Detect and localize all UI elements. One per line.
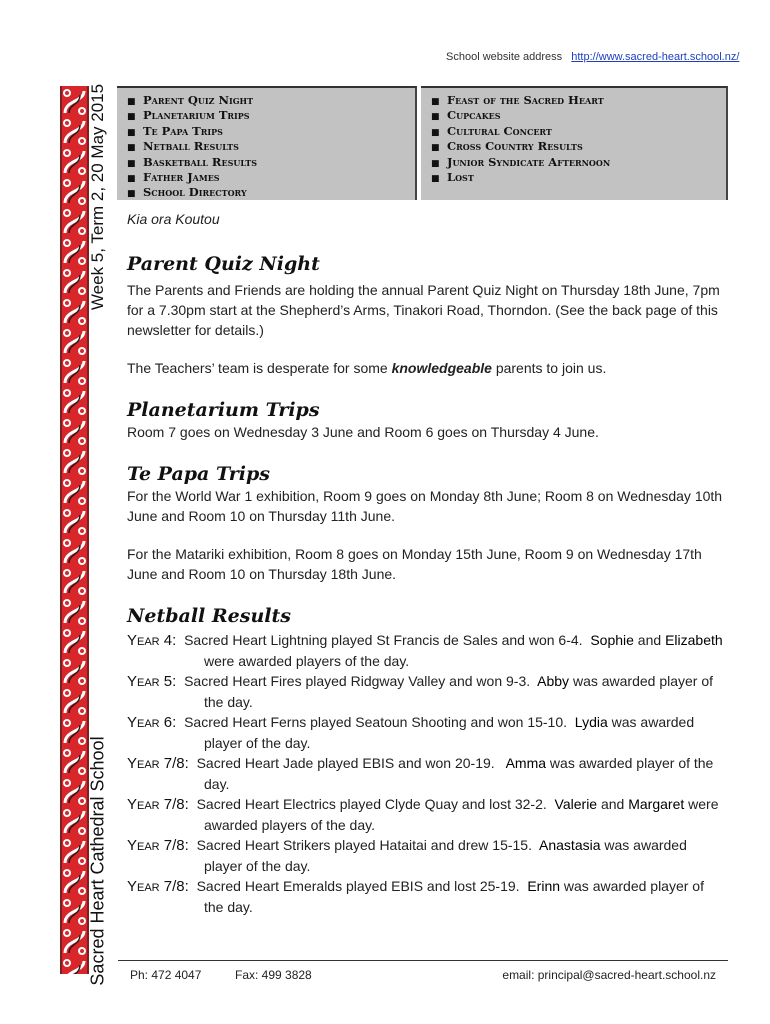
bullet-icon: ■	[127, 189, 136, 200]
bullet-icon: ■	[127, 97, 136, 107]
quiz-paragraph: The Parents and Friends are holding the annual Parent Quiz Night on Thursday 18th June, 7pm for a 7.30pm start at the Shepherd’s Arms, Tinakori Road, Thorndon. (See the back page of this newsletter for details.)	[127, 282, 720, 338]
player-name: Lydia	[574, 714, 608, 730]
toc-item[interactable]: ■ Feast of the Sacred Heart	[431, 94, 726, 109]
contents-box-left	[117, 86, 417, 200]
section-heading-quiz: Parent Quiz Night	[127, 253, 320, 275]
year-label: Year 4:	[127, 632, 177, 649]
year-label: Year 7/8:	[127, 755, 189, 772]
list-item: Year 7/8: Sacred Heart Strikers played Hataitai and drew 15-15. Anastasia was awarded player of the day.	[127, 837, 687, 874]
list-item: Year 7/8: Sacred Heart Emeralds played EBIS and lost 25-19. Erinn was awarded player of the day.	[127, 878, 704, 915]
greeting: Kia ora Koutou	[127, 211, 220, 227]
bullet-icon: ■	[127, 174, 136, 185]
bullet-icon: ■	[431, 97, 440, 107]
bullet-icon: ■	[127, 158, 136, 169]
bullet-icon: ■	[127, 143, 136, 154]
toc-item[interactable]: ■ Cultural Concert	[431, 125, 726, 140]
list-item: Year 7/8: Sacred Heart Electrics played Clyde Quay and lost 32-2. Valerie and Margaret were awarded players of the day.	[127, 796, 719, 833]
player-name: Sophie	[590, 632, 634, 648]
contents-box-right	[421, 86, 728, 200]
list-item: Year 5: Sacred Heart Fires played Ridgway Valley and won 9-3. Abby was awarded player of the day.	[127, 673, 714, 710]
toc-item[interactable]: ■ Cupcakes	[431, 109, 726, 124]
toc-item[interactable]: ■ Netball Results	[127, 140, 415, 155]
section-heading-planetarium: Planetarium Trips	[127, 399, 320, 421]
bullet-icon: ■	[431, 112, 440, 123]
toc-item[interactable]: ■ Father James	[127, 171, 415, 186]
bullet-icon: ■	[127, 112, 136, 123]
toc-item[interactable]: ■ Te Papa Trips	[127, 125, 415, 140]
section-heading-tepapa: Te Papa Trips	[127, 463, 270, 485]
toc-item[interactable]: ■ Basketball Results	[127, 156, 415, 171]
year-label: Year 5:	[127, 673, 177, 690]
year-label: Year 7/8:	[127, 837, 189, 854]
planetarium-paragraph: Room 7 goes on Wednesday 3 June and Room 6 goes on Thursday 4 June.	[127, 424, 599, 440]
issue-date-vertical	[78, 82, 118, 312]
toc-item[interactable]: ■ Junior Syndicate Afternoon	[431, 156, 726, 171]
bullet-icon: ■	[431, 143, 440, 154]
player-name: Anastasia	[539, 837, 601, 853]
footer-phone: Ph: 472 4047	[130, 968, 202, 982]
player-name: Amma	[505, 755, 547, 771]
quiz-teachers-paragraph: The Teachers’ team is desperate for some knowledgeable parents to join us.	[127, 360, 607, 376]
player-name: Abby	[537, 673, 570, 689]
toc-item[interactable]: ■ Lost	[431, 171, 726, 186]
footer	[118, 960, 728, 987]
toc-item[interactable]: ■ Parent Quiz Night	[127, 94, 415, 109]
website-label: School website address	[446, 51, 563, 63]
player-name: Margaret	[628, 796, 685, 812]
player-name: Erinn	[527, 878, 561, 894]
newsletter-body	[127, 209, 727, 917]
school-name-text: Sacred Heart Cathedral School	[87, 736, 108, 986]
bullet-icon: ■	[127, 127, 136, 138]
list-item: Year 6: Sacred Heart Ferns played Seatoun Shooting and won 15-10. Lydia was awarded player of the day.	[127, 714, 695, 751]
issue-date-text: Week 5, Term 2, 20 May 2015	[88, 83, 107, 311]
bullet-icon: ■	[431, 127, 440, 138]
netball-results-list	[127, 630, 727, 917]
toc-item[interactable]: ■ School Directory	[127, 186, 415, 201]
section-heading-netball: Netball Results	[127, 605, 291, 627]
tepapa-paragraph-2: For the Matariki exhibition, Room 8 goes on Monday 15th June, Room 9 on Wednesday 17th June and Room 10 on Thursday 18th June.	[127, 546, 702, 582]
footer-fax: Fax: 499 3828	[235, 968, 312, 982]
toc-item[interactable]: ■ Cross Country Results	[431, 140, 726, 155]
toc-item[interactable]: ■ Planetarium Trips	[127, 109, 415, 124]
player-name: Valerie	[554, 796, 598, 812]
website-link[interactable]: http://www.sacred-heart.school.nz/	[571, 51, 740, 63]
list-item: Year 4: Sacred Heart Lightning played St Francis de Sales and won 6-4. Sophie and Elizabeth were awarded players of the day.	[127, 632, 723, 669]
year-label: Year 7/8:	[127, 796, 189, 813]
bullet-icon: ■	[431, 158, 440, 169]
bullet-icon: ■	[431, 174, 440, 185]
footer-email[interactable]: email: principal@sacred-heart.school.nz	[502, 968, 716, 982]
year-label: Year 6:	[127, 714, 177, 731]
player-name: Elizabeth	[665, 632, 723, 648]
list-item: Year 7/8: Sacred Heart Jade played EBIS and won 20-19. Amma was awarded player of the day.	[127, 755, 714, 792]
year-label: Year 7/8:	[127, 878, 189, 895]
school-name-vertical	[78, 738, 118, 984]
website-line	[446, 51, 739, 63]
tepapa-paragraph-1: For the World War 1 exhibition, Room 9 goes on Monday 8th June; Room 8 on Wednesday 10th June and Room 10 on Thursday 11th June.	[127, 488, 723, 524]
emphasis-text: knowledgeable	[391, 360, 492, 376]
